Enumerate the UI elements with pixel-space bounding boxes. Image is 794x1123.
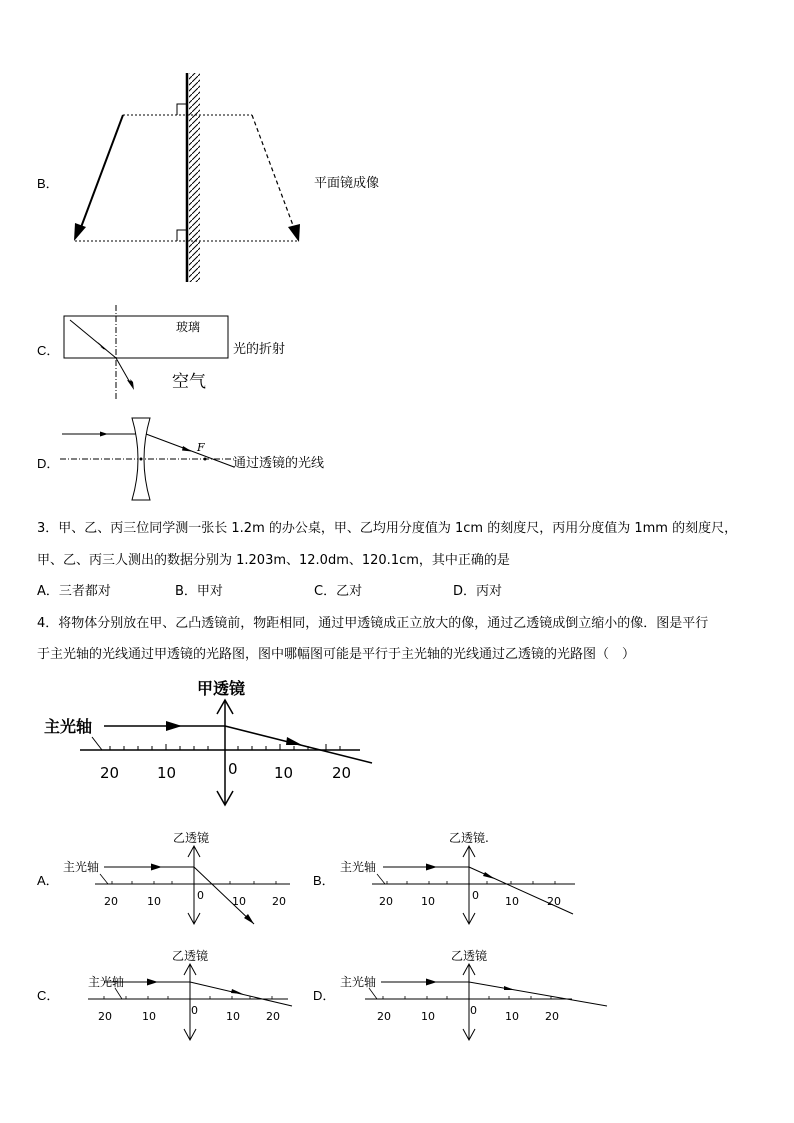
- mirror-hatch: [189, 73, 200, 282]
- sub-a-diagram: [60, 826, 300, 930]
- svg-text:20: 20: [379, 895, 393, 908]
- air-label: 空气: [172, 372, 206, 392]
- svg-text:20: 20: [545, 1010, 559, 1023]
- q3-option-a: A．三者都对: [37, 584, 111, 599]
- q3-option-b: B．甲对: [175, 584, 223, 599]
- sub-a-letter: A．: [37, 873, 59, 888]
- sub-c-diagram: [60, 944, 300, 1044]
- svg-text:0: 0: [228, 760, 238, 778]
- svg-text:10: 10: [274, 764, 294, 782]
- option-b-letter: B．: [37, 176, 59, 191]
- svg-text:乙透镜: 乙透镜: [172, 949, 209, 963]
- glass-label: 玻璃: [176, 320, 201, 334]
- lens-jia-axis-label: 主光轴: [44, 717, 93, 736]
- option-c-letter: C．: [37, 343, 60, 358]
- focus-label: F: [197, 441, 205, 454]
- svg-text:主光轴: 主光轴: [340, 975, 377, 989]
- image-arrow: [252, 115, 294, 228]
- svg-text:10: 10: [142, 1010, 156, 1023]
- svg-text:主光轴: 主光轴: [340, 860, 377, 874]
- svg-text:20: 20: [100, 764, 120, 782]
- refraction-diagram: [60, 302, 235, 402]
- right-angle-top: [177, 104, 187, 115]
- svg-text:20: 20: [266, 1010, 280, 1023]
- svg-text:10: 10: [505, 895, 519, 908]
- svg-text:10: 10: [147, 895, 161, 908]
- option-d-caption: 通过透镜的光线: [233, 455, 325, 470]
- svg-text:乙透镜.: 乙透镜.: [449, 831, 489, 845]
- focal-point: [204, 458, 207, 461]
- svg-text:主光轴: 主光轴: [88, 975, 125, 989]
- svg-text:0: 0: [470, 1004, 477, 1017]
- option-d-letter: D．: [37, 456, 60, 471]
- svg-text:主光轴: 主光轴: [63, 860, 100, 874]
- svg-text:10: 10: [421, 1010, 435, 1023]
- q4-line1: 4．将物体分别放在甲、乙凸透镜前，物距相同，通过甲透镜成正立放大的像，通过乙透镜成倒立缩小的像．图是平行: [37, 616, 709, 631]
- q3-option-c: C．乙对: [314, 584, 363, 599]
- concave-lens-diagram: [60, 412, 240, 504]
- q3-line2: 甲、乙、丙三人测出的数据分别为 1.203m、12.0dm、120.1cm，其中正确的是: [37, 553, 510, 568]
- sub-b-diagram: [337, 826, 582, 930]
- plane-mirror-diagram: [60, 70, 320, 285]
- lens-jia-diagram: [40, 670, 380, 810]
- q4-line2: 于主光轴的光线通过甲透镜的光路图，图中哪幅图可能是平行于主光轴的光线通过乙透镜的光路图（ ）: [37, 647, 636, 662]
- svg-text:乙透镜: 乙透镜: [173, 831, 210, 845]
- svg-text:20: 20: [104, 895, 118, 908]
- sub-c-letter: C．: [37, 988, 60, 1003]
- svg-text:乙透镜: 乙透镜: [451, 949, 488, 963]
- svg-text:0: 0: [197, 889, 204, 902]
- svg-text:20: 20: [332, 764, 352, 782]
- object-arrow: [80, 115, 123, 230]
- sub-b-letter: B．: [313, 873, 335, 888]
- incident-ray: [70, 320, 116, 358]
- option-c-caption: 光的折射: [233, 341, 286, 356]
- svg-text:20: 20: [272, 895, 286, 908]
- sub-d-letter: D．: [313, 988, 336, 1003]
- q3-option-d: D．丙对: [453, 584, 503, 599]
- svg-text:20: 20: [547, 895, 561, 908]
- svg-text:10: 10: [157, 764, 177, 782]
- option-b-caption: 平面镜成像: [314, 175, 380, 190]
- svg-text:20: 20: [377, 1010, 391, 1023]
- q3-line1: 3．甲、乙、丙三位同学测一张长 1.2m 的办公桌，甲、乙均用分度值为 1cm 的刻度尺，丙用分度值为 1mm 的刻度尺，: [37, 521, 738, 536]
- lens-jia-title: 甲透镜: [197, 679, 246, 698]
- svg-text:10: 10: [226, 1010, 240, 1023]
- svg-text:20: 20: [98, 1010, 112, 1023]
- svg-text:10: 10: [232, 895, 246, 908]
- svg-text:10: 10: [505, 1010, 519, 1023]
- sub-d-diagram: [337, 944, 612, 1044]
- svg-text:10: 10: [421, 895, 435, 908]
- svg-text:0: 0: [191, 1004, 198, 1017]
- right-angle-bottom: [177, 230, 187, 241]
- svg-text:0: 0: [472, 889, 479, 902]
